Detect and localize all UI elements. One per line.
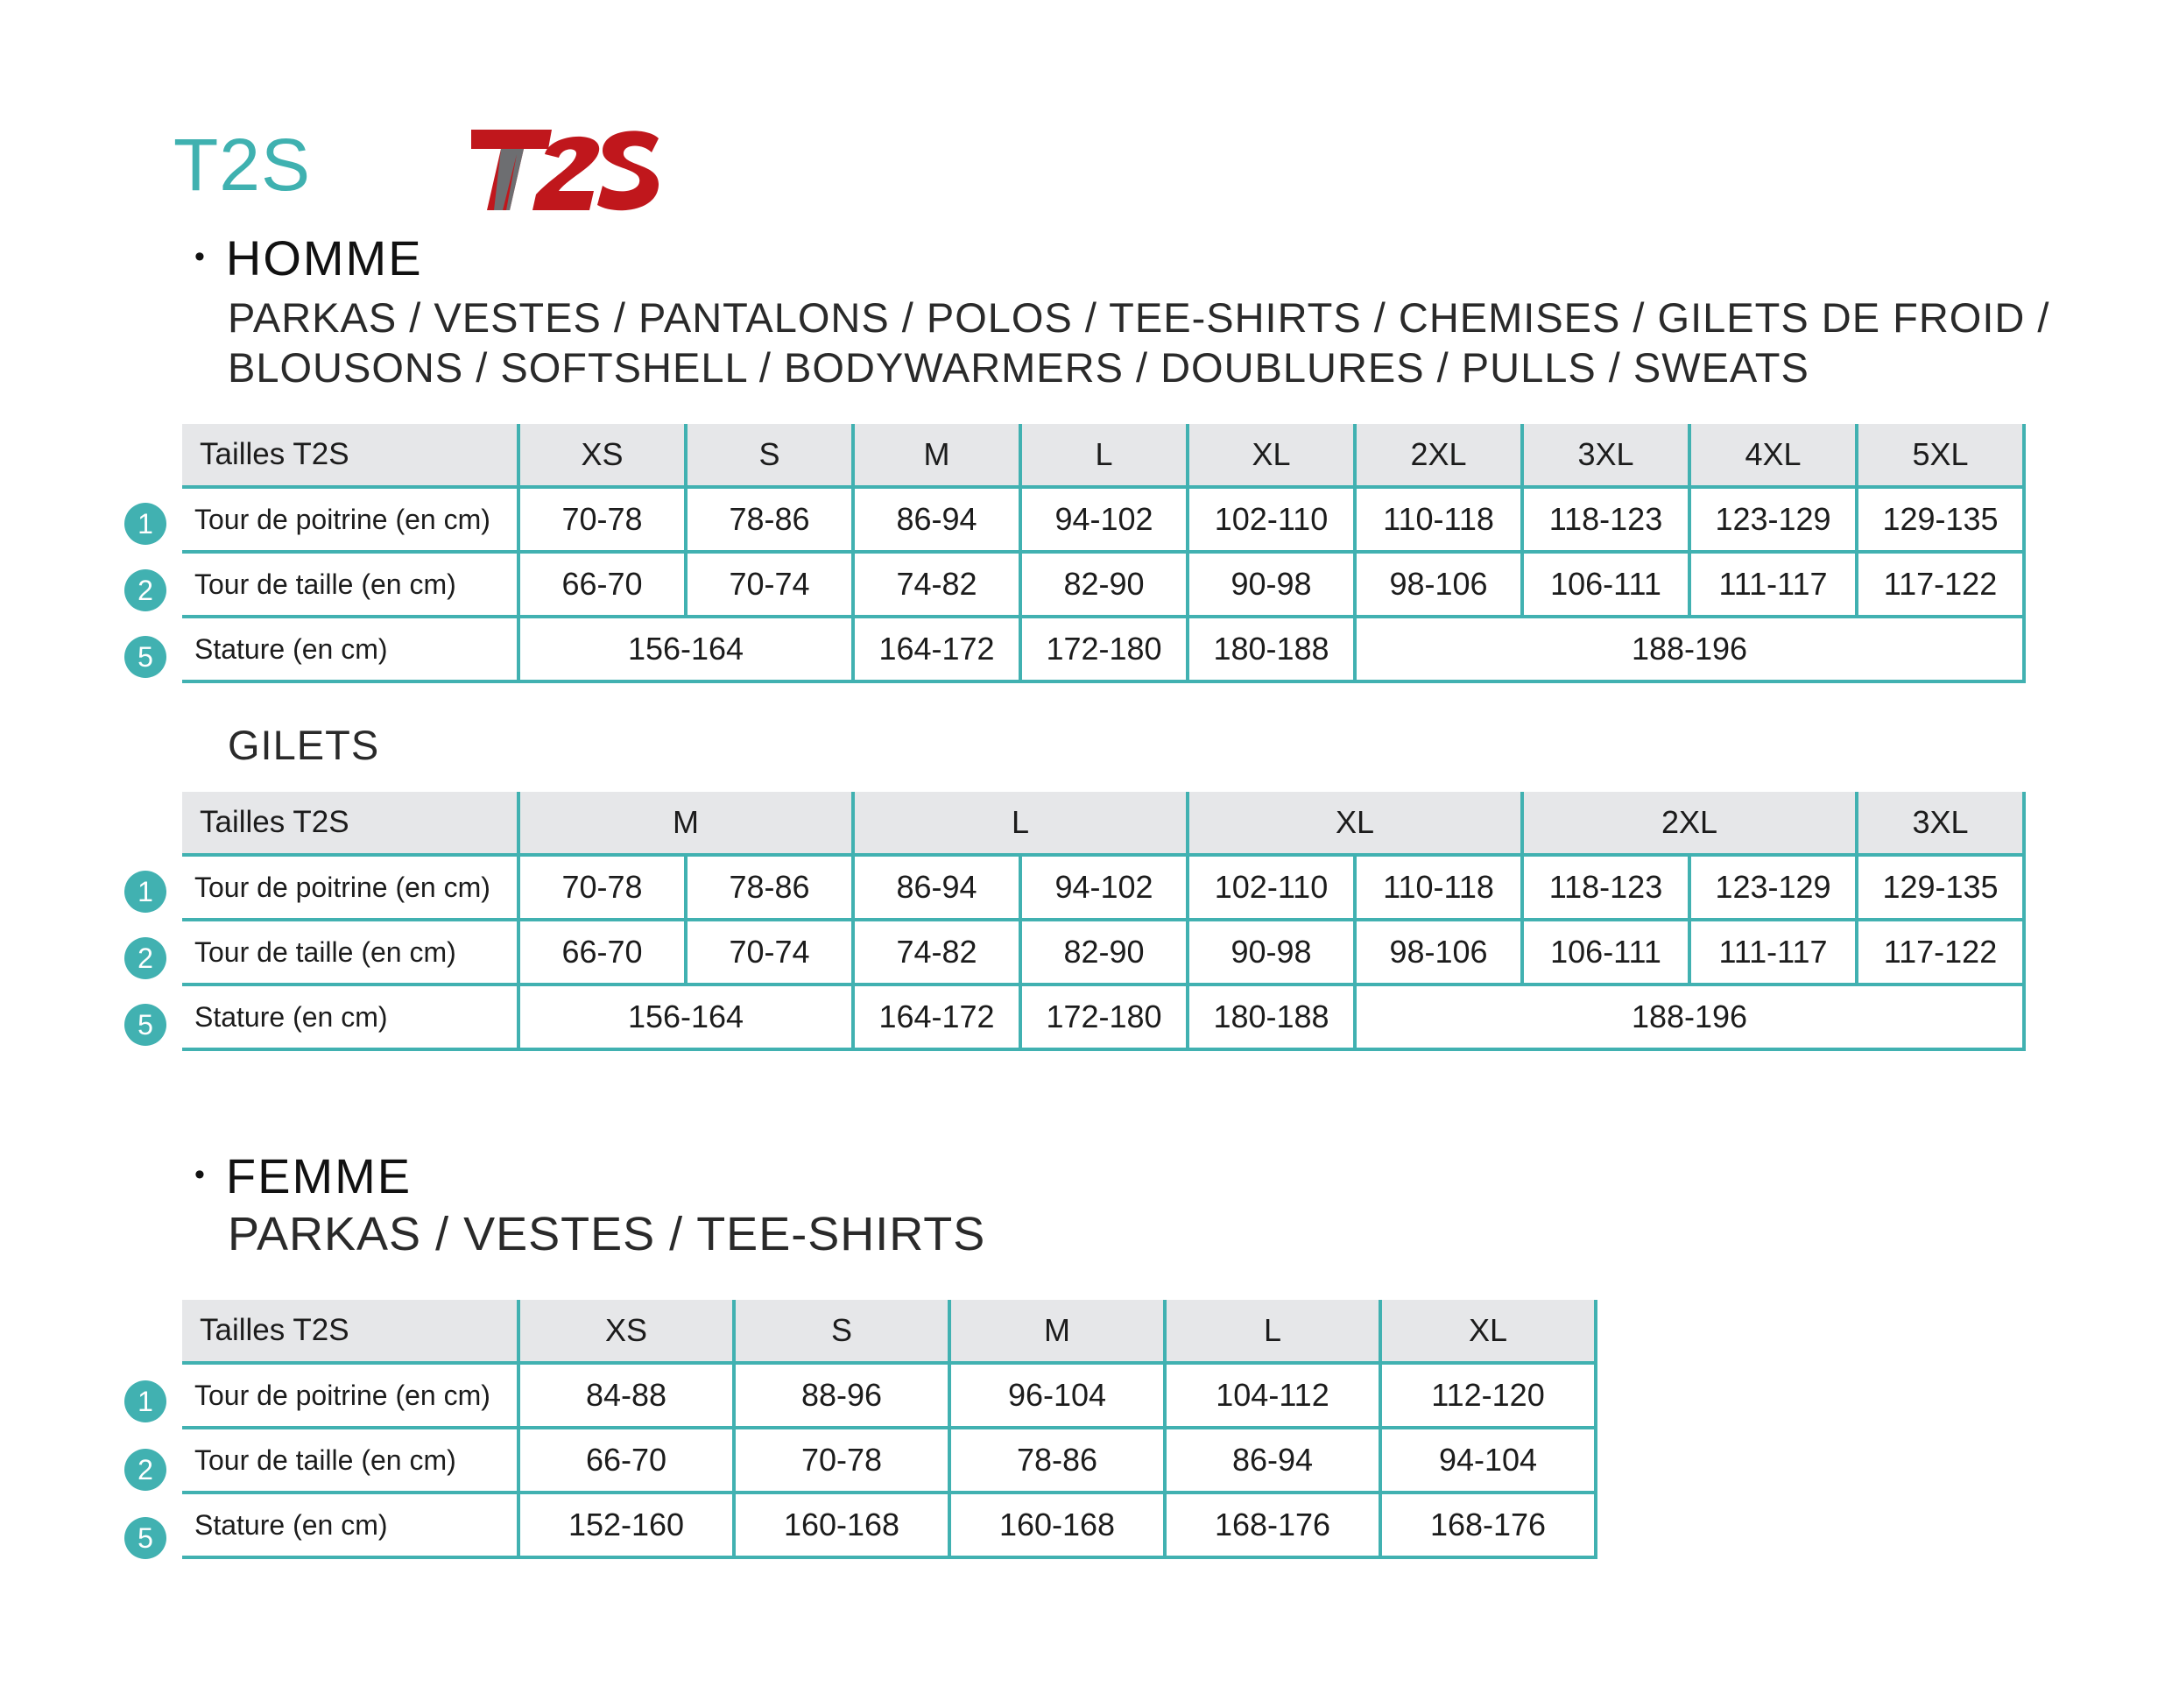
size-2xl: 2XL: [1355, 424, 1522, 487]
femme-size-table: [182, 1300, 1597, 1559]
table-cell: 78-86: [686, 487, 853, 552]
homme-subtitle-line2: BLOUSONS / SOFTSHELL / BODYWARMERS / DOUBLURES / PULLS / SWEATS: [228, 344, 1809, 391]
table-cell: 172-180: [1020, 985, 1188, 1049]
table-cell: 74-82: [853, 920, 1020, 985]
table-cell: 180-188: [1188, 617, 1355, 681]
table-cell: 74-82: [853, 552, 1020, 617]
table-cell: 110-118: [1355, 487, 1522, 552]
table-cell: 102-110: [1188, 855, 1355, 920]
homme-subtitle-line1: PARKAS / VESTES / PANTALONS / POLOS / TEE-SHIRTS / CHEMISES / GILETS DE FROID /: [228, 294, 2050, 341]
row-label: Stature (en cm): [182, 985, 518, 1049]
femme-subtitle: PARKAS / VESTES / TEE-SHIRTS: [228, 1208, 986, 1260]
table-cell: 123-129: [1689, 855, 1857, 920]
femme-heading: [194, 1147, 412, 1204]
table-cell: 117-122: [1857, 920, 2024, 985]
row-number-badge: 2: [124, 1449, 166, 1491]
table-row: [182, 920, 2024, 985]
size-4xl: 4XL: [1689, 424, 1857, 487]
row-number-badge: 1: [124, 1380, 166, 1422]
table-cell: 78-86: [686, 855, 853, 920]
table-cell: 172-180: [1020, 617, 1188, 681]
row-number-badge: 2: [124, 937, 166, 979]
bullet-dot: •: [194, 240, 207, 273]
header-label: Tailles T2S: [182, 792, 518, 855]
table-cell: 168-176: [1165, 1493, 1380, 1557]
table-row: [182, 1428, 1596, 1493]
table-cell: 94-102: [1020, 487, 1188, 552]
header-label: Tailles T2S: [182, 424, 518, 487]
gilets-size-table: [182, 792, 2026, 1051]
table-cell: 129-135: [1857, 855, 2024, 920]
size-s: S: [734, 1300, 949, 1363]
table-cell: 188-196: [1355, 985, 2024, 1049]
table-cell: 106-111: [1522, 920, 1689, 985]
homme-title: HOMME: [225, 230, 423, 286]
table-cell: 70-78: [518, 855, 686, 920]
table-cell: 118-123: [1522, 855, 1689, 920]
table-cell: 160-168: [734, 1493, 949, 1557]
size-2xl: 2XL: [1522, 792, 1857, 855]
table-row: [182, 552, 2024, 617]
table-cell: 82-90: [1020, 552, 1188, 617]
table-header-row: [182, 424, 2024, 487]
table-cell: 111-117: [1689, 920, 1857, 985]
table-cell: 90-98: [1188, 920, 1355, 985]
table-cell: 98-106: [1355, 552, 1522, 617]
row-label: Tour de poitrine (en cm): [182, 855, 518, 920]
size-xl: XL: [1380, 1300, 1596, 1363]
row-number-badge: 5: [124, 1517, 166, 1559]
table-cell: 168-176: [1380, 1493, 1596, 1557]
gilets-title: GILETS: [228, 722, 380, 768]
size-l: L: [1165, 1300, 1380, 1363]
table-cell: 78-86: [949, 1428, 1165, 1493]
table-cell: 180-188: [1188, 985, 1355, 1049]
table-cell: 66-70: [518, 920, 686, 985]
bullet-dot: •: [194, 1158, 207, 1191]
size-m: M: [949, 1300, 1165, 1363]
table-cell: 70-74: [686, 920, 853, 985]
row-label: Tour de poitrine (en cm): [182, 487, 518, 552]
row-number-badge: 5: [124, 636, 166, 678]
size-m: M: [518, 792, 853, 855]
table-cell: 152-160: [518, 1493, 734, 1557]
size-xl: XL: [1188, 424, 1355, 487]
table-cell: 156-164: [518, 985, 853, 1049]
table-cell: 96-104: [949, 1363, 1165, 1428]
row-number-badge: 1: [124, 871, 166, 913]
table-cell: 84-88: [518, 1363, 734, 1428]
table-cell: 129-135: [1857, 487, 2024, 552]
row-number-badge: 2: [124, 569, 166, 611]
table-cell: 188-196: [1355, 617, 2024, 681]
table-cell: 102-110: [1188, 487, 1355, 552]
size-5xl: 5XL: [1857, 424, 2024, 487]
table-cell: 88-96: [734, 1363, 949, 1428]
table-cell: 94-104: [1380, 1428, 1596, 1493]
table-row: [182, 617, 2024, 681]
table-cell: 117-122: [1857, 552, 2024, 617]
table-cell: 66-70: [518, 1428, 734, 1493]
table-header-row: [182, 792, 2024, 855]
table-row: [182, 1493, 1596, 1557]
table-cell: 111-117: [1689, 552, 1857, 617]
table-cell: 70-78: [734, 1428, 949, 1493]
size-s: S: [686, 424, 853, 487]
table-cell: 86-94: [853, 487, 1020, 552]
brand-name: T2S: [173, 124, 312, 206]
homme-subtitle: [228, 293, 2049, 392]
table-row: [182, 487, 2024, 552]
table-cell: 110-118: [1355, 855, 1522, 920]
row-label: Stature (en cm): [182, 1493, 518, 1557]
table-cell: 66-70: [518, 552, 686, 617]
size-xs: XS: [518, 1300, 734, 1363]
table-row: [182, 985, 2024, 1049]
row-label: Tour de poitrine (en cm): [182, 1363, 518, 1428]
table-cell: 86-94: [1165, 1428, 1380, 1493]
homme-heading: [194, 229, 423, 286]
header-label: Tailles T2S: [182, 1300, 518, 1363]
size-3xl: 3XL: [1857, 792, 2024, 855]
size-m: M: [853, 424, 1020, 487]
table-cell: 86-94: [853, 855, 1020, 920]
row-label: Tour de taille (en cm): [182, 1428, 518, 1493]
table-cell: 104-112: [1165, 1363, 1380, 1428]
table-row: [182, 1363, 1596, 1428]
table-cell: 94-102: [1020, 855, 1188, 920]
table-cell: 112-120: [1380, 1363, 1596, 1428]
size-3xl: 3XL: [1522, 424, 1689, 487]
table-cell: 156-164: [518, 617, 853, 681]
table-cell: 164-172: [853, 617, 1020, 681]
table-cell: 164-172: [853, 985, 1020, 1049]
table-cell: 160-168: [949, 1493, 1165, 1557]
table-row: [182, 855, 2024, 920]
table-cell: 106-111: [1522, 552, 1689, 617]
femme-title: FEMME: [225, 1148, 413, 1203]
size-l: L: [1020, 424, 1188, 487]
size-xs: XS: [518, 424, 686, 487]
table-cell: 98-106: [1355, 920, 1522, 985]
table-cell: 70-78: [518, 487, 686, 552]
size-l: L: [853, 792, 1188, 855]
row-label: Tour de taille (en cm): [182, 552, 518, 617]
row-number-badge: 1: [124, 503, 166, 545]
table-cell: 90-98: [1188, 552, 1355, 617]
homme-size-table: [182, 424, 2026, 683]
table-cell: 70-74: [686, 552, 853, 617]
row-number-badge: 5: [124, 1004, 166, 1046]
size-xl: XL: [1188, 792, 1522, 855]
row-label: Tour de taille (en cm): [182, 920, 518, 985]
t2s-logo: [471, 128, 659, 212]
table-header-row: [182, 1300, 1596, 1363]
row-label: Stature (en cm): [182, 617, 518, 681]
table-cell: 118-123: [1522, 487, 1689, 552]
table-cell: 123-129: [1689, 487, 1857, 552]
table-cell: 82-90: [1020, 920, 1188, 985]
